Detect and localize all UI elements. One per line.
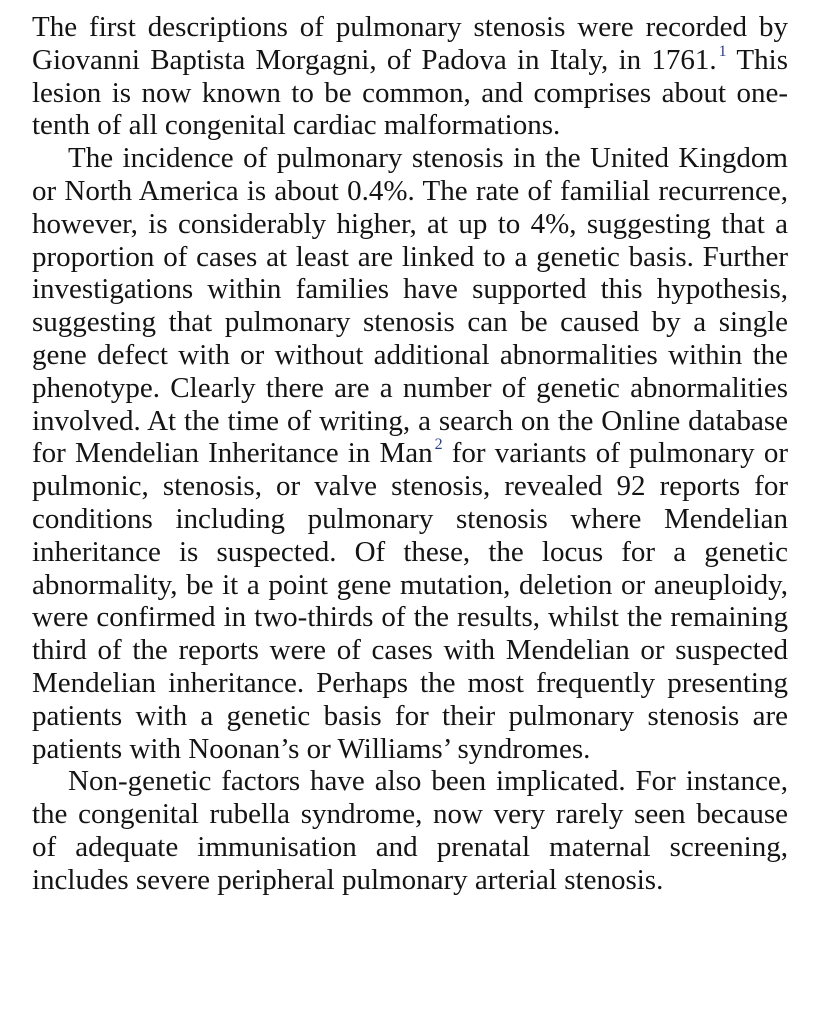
paragraph-text: The first descriptions of pulmonary stenosis were recorded by Giovanni Baptista Morgagni, of Padova in Italy, in 1761. — [32, 11, 788, 76]
paragraph-history — [32, 11, 788, 142]
footnote-reference-2[interactable]: 2 — [434, 436, 443, 454]
document-page — [32, 11, 788, 897]
paragraph-incidence — [32, 142, 788, 765]
paragraph-text: This lesion is now known to be common, and comprises about one-tenth of all congenital cardiac malformations. — [32, 43, 788, 142]
footnote-reference-1[interactable]: 1 — [718, 42, 727, 60]
paragraph-text: for variants of pulmonary or pulmonic, stenosis, or valve stenosis, revealed 92 reports for conditions including pulmonary stenosis where Mendelian inheritance is suspected. Of these, the locus for a genetic abnormality, be it a point gene mutation, deletion or aneuploidy, were confirmed in two-thirds of the results, whilst the remaining third of the reports were of cases with Mendelian or suspected Mendelian inheritance. Perhaps the most frequently presenting patients with a genetic basis for their pulmonary stenosis are patients with Noonan’s or Williams’ syndromes. — [32, 437, 788, 765]
paragraph-non-genetic — [32, 765, 788, 896]
paragraph-text: Non-genetic factors have also been implicated. For instance, the congenital rubella syndrome, now very rarely seen because of adequate immunisation and prenatal maternal screening, includes severe peripheral pulmonary arterial stenosis. — [32, 765, 788, 896]
paragraph-text: The incidence of pulmonary stenosis in the United Kingdom or North America is about 0.4%. The rate of familial recurrence, however, is considerably higher, at up to 4%, suggesting that a proportion of cases at least are linked to a genetic basis. Further investigations within families have supported this hypothesis, suggesting that pulmonary stenosis can be caused by a single gene defect with or without additional abnormalities within the phenotype. Clearly there are a number of genetic abnormalities involved. At the time of writing, a search on the Online database for Mendelian Inheritance in Man — [32, 142, 788, 470]
